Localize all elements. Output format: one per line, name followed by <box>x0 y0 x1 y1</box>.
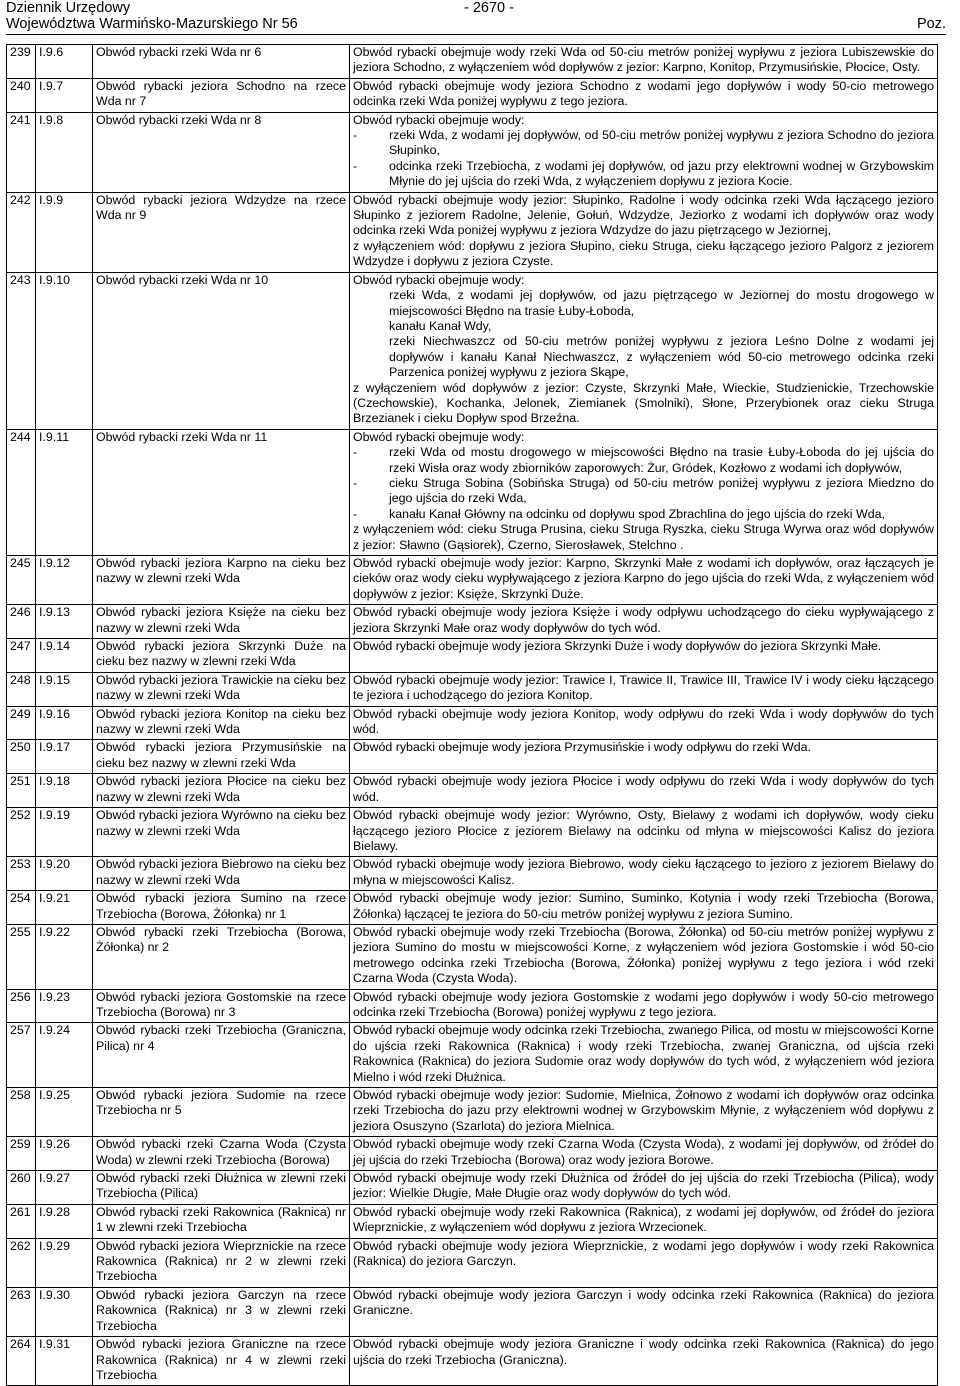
district-name: Obwód rybacki jeziora Wdzydze na rzece Wda nr 9 <box>93 192 350 272</box>
row-number: 260 <box>7 1171 36 1205</box>
district-description <box>350 857 938 891</box>
row-number: 248 <box>7 672 36 706</box>
table-row <box>7 740 938 774</box>
row-number: 244 <box>7 429 36 555</box>
district-description <box>350 1023 938 1088</box>
description-text: Obwód rybacki obejmuje wody jezior: Sudomie, Mielnica, Żołnowo z wodami ich dopływów oraz odcinka rzeki Trzebiocha do jazu przy elektrowni wodnej w Grzybowskim Młynie, z wyłączeniem wód dopływu z jeziora Osuszyno (Szarlota) do jeziora Mielnica. <box>353 1088 934 1133</box>
description-text: Obwód rybacki obejmuje wody jeziora Księże i wody odpływu uchodzącego do cieku wypływającego z jeziora Skrzynki Małe oraz wody dopływów do tych wód. <box>353 605 934 635</box>
description-text: Obwód rybacki obejmuje wody jezior: Trawice I, Trawice II, Trawice III, Trawice IV i wody cieku łączącego te jeziora i uchodzącego do jeziora Konitop. <box>353 672 934 703</box>
district-symbol: I.9.17 <box>36 740 93 774</box>
district-name: Obwód rybacki jeziora Gostomskie na rzece Trzebiocha (Borowa) nr 3 <box>93 989 350 1023</box>
district-symbol: I.9.9 <box>36 192 93 272</box>
district-name: Obwód rybacki rzeki Wda nr 10 <box>93 272 350 429</box>
row-number: 255 <box>7 924 36 989</box>
district-symbol: I.9.25 <box>36 1088 93 1137</box>
district-description <box>350 672 938 706</box>
district-name: Obwód rybacki jeziora Biebrowo na cieku bez nazwy w zlewni rzeki Wda <box>93 857 350 891</box>
district-symbol: I.9.13 <box>36 605 93 639</box>
description-text: Obwód rybacki obejmuje wody jezior: Słupinko, Radolne i wody odcinka rzeki Wda łączącego jezioro Słupinko z jeziorem Radolne, Jelenie, Gołuń, Wdzydze, Jeziorko z wodami ich dopływów oraz wody odcinka rzeki Wda poniżej wypływu z jeziora Wdzydze do jazu piętrzącego w Jeziornej, <box>353 192 934 238</box>
district-description <box>350 808 938 857</box>
description-text: Obwód rybacki obejmuje wody jeziora Konitop, wody odpływu do rzeki Wda i wody dopływów do tych wód. <box>353 706 934 737</box>
district-symbol: I.9.14 <box>36 639 93 673</box>
dash-bullet: - <box>353 506 358 521</box>
district-description <box>350 192 938 272</box>
district-symbol: I.9.18 <box>36 774 93 808</box>
district-symbol: I.9.27 <box>36 1171 93 1205</box>
district-symbol: I.9.24 <box>36 1023 93 1088</box>
district-description <box>350 774 938 808</box>
table-row <box>7 891 938 925</box>
description-indented-text: kanału Kanał Wdy, <box>389 318 492 333</box>
table-row <box>7 1171 938 1205</box>
district-name: Obwód rybacki rzeki Wda nr 11 <box>93 429 350 555</box>
district-symbol: I.9.28 <box>36 1204 93 1238</box>
district-name: Obwód rybacki rzeki Trzebiocha (Graniczna, Pilica) nr 4 <box>93 1023 350 1088</box>
description-list-text: cieku Struga Sobina (Sobińska Struga) od 50-ciu metrów poniżej wypływu z jeziora Miedzno do jego ujścia do rzeki Wda, <box>389 475 934 506</box>
table-row <box>7 78 938 112</box>
table-row <box>7 1238 938 1287</box>
district-description <box>350 740 938 774</box>
row-number: 243 <box>7 272 36 429</box>
description-text: Obwód rybacki obejmuje wody rzeki Wda od 50-ciu metrów poniżej wypływu z jeziora Lubiszewskie do jeziora Schodno, z wyłączeniem wód dopływów z jezior: Karpno, Konitop, Przymusińskie, Płocice, Osty. <box>353 45 934 75</box>
district-description <box>350 429 938 555</box>
row-number: 263 <box>7 1287 36 1336</box>
row-number: 261 <box>7 1204 36 1238</box>
district-name: Obwód rybacki rzeki Wda nr 6 <box>93 45 350 79</box>
row-number: 258 <box>7 1088 36 1137</box>
district-description <box>350 639 938 673</box>
table-row <box>7 272 938 429</box>
table-row <box>7 989 938 1023</box>
description-text: Obwód rybacki obejmuje wody jeziora Schodno z wodami jego dopływów i wody 50-cio metrowego odcinka rzeki Wda poniżej wypływu z tego jeziora. <box>353 78 934 109</box>
row-number: 256 <box>7 989 36 1023</box>
district-name: Obwód rybacki rzeki Trzebiocha (Borowa, Żółonka) nr 2 <box>93 924 350 989</box>
district-symbol: I.9.16 <box>36 706 93 740</box>
row-number: 257 <box>7 1023 36 1088</box>
description-list-text: kanału Kanał Główny na odcinku od dopływu spod Zbrachlina do jego ujścia do rzeki Wda, <box>389 506 885 521</box>
description-text: z wyłączeniem wód: cieku Struga Prusina, cieku Struga Ryszka, cieku Struga Wyrwa oraz wód dopływów z jezior: Sławno (Gąsiorek), Czerno, Sierosławek, Stelchno . <box>353 522 934 552</box>
district-symbol: I.9.23 <box>36 989 93 1023</box>
dash-bullet: - <box>353 158 358 173</box>
district-symbol: I.9.30 <box>36 1287 93 1336</box>
district-description <box>350 1204 938 1238</box>
district-description <box>350 924 938 989</box>
row-number: 240 <box>7 78 36 112</box>
district-description <box>350 891 938 925</box>
district-symbol: I.9.15 <box>36 672 93 706</box>
row-number: 262 <box>7 1238 36 1287</box>
table-row <box>7 706 938 740</box>
district-name: Obwód rybacki jeziora Wieprznickie na rzece Rakownica (Raknica) nr 2 w zlewni rzeki Trzebiocha <box>93 1238 350 1287</box>
table-row <box>7 857 938 891</box>
description-list-text: rzeki Wda, z wodami jej dopływów, od 50-ciu metrów poniżej wypływu z jeziora Schodno do jeziora Słupinko, <box>389 128 934 158</box>
row-number: 242 <box>7 192 36 272</box>
district-name: Obwód rybacki jeziora Graniczne na rzece Rakownica (Raknica) nr 4 w zlewni rzeki Trzebiocha <box>93 1337 350 1386</box>
dash-bullet: - <box>353 475 358 490</box>
district-symbol: I.9.22 <box>36 924 93 989</box>
district-name: Obwód rybacki jeziora Trawickie na cieku bez nazwy w zlewni rzeki Wda <box>93 672 350 706</box>
district-symbol: I.9.7 <box>36 78 93 112</box>
table-row <box>7 45 938 79</box>
district-name: Obwód rybacki jeziora Przymusińskie na cieku bez nazwy w zlewni rzeki Wda <box>93 740 350 774</box>
district-name: Obwód rybacki jeziora Garczyn na rzece Rakownica (Raknica) nr 3 w zlewni rzeki Trzebiocha <box>93 1287 350 1336</box>
table-row <box>7 1088 938 1137</box>
description-indented-text: rzeki Niechwaszcz od 50-ciu metrów poniżej wypływu z jeziora Leśno Dolne z wodami jej dopływów i kanału Kanał Niechwaszcz, z wyłączeniem wód 50-cio metrowego odcinka rzeki Parzenica poniżej wypływu z jeziora Skąpe, <box>389 334 934 380</box>
description-text: Obwód rybacki obejmuje wody rzeki Trzebiocha (Borowa, Żółonka) od 50-ciu metrów poniżej wypływu z jeziora Sumino do mostu w miejscowości Korne, z wyłączeniem wód jeziora Gostomskie i wód 50-cio metrowego odcinka rzeki Trzebiocha (Borowa, Żółonka) poniżej wypływu z tego jeziora i wód rzeki Czarna Woda (Czysta Woda). <box>353 924 934 986</box>
row-number: 247 <box>7 639 36 673</box>
description-text: Obwód rybacki obejmuje wody jeziora Skrzynki Duże i wody dopływów do jeziora Skrzynki Małe. <box>353 639 882 654</box>
district-name: Obwód rybacki rzeki Czarna Woda (Czysta Woda) w zlewni rzeki Trzebiocha (Borowa) <box>93 1137 350 1171</box>
description-text: Obwód rybacki obejmuje wody rzeki Czarna Woda (Czysta Woda), z wodami jej dopływów, od źródeł do jej ujścia do rzeki Trzebiocha (Borowa) oraz wody jeziora Borowe. <box>353 1137 934 1167</box>
district-symbol: I.9.29 <box>36 1238 93 1287</box>
fishing-districts-table <box>6 44 938 1386</box>
description-text: Obwód rybacki obejmuje wody jeziora Wieprznickie, z wodami jego dopływów i wody rzeki Rakownica (Raknica) do jeziora Garczyn. <box>353 1238 934 1269</box>
page-header <box>6 0 946 35</box>
table-row <box>7 429 938 555</box>
table-row <box>7 1023 938 1088</box>
district-symbol: I.9.21 <box>36 891 93 925</box>
district-description <box>350 1171 938 1205</box>
dash-bullet: - <box>353 128 358 143</box>
district-name: Obwód rybacki jeziora Skrzynki Duże na cieku bez nazwy w zlewni rzeki Wda <box>93 639 350 673</box>
dash-bullet: - <box>353 445 358 460</box>
district-description <box>350 1337 938 1386</box>
journal-title: Dziennik Urzędowy Województwa Warmińsko-Mazurskiego Nr 56 <box>6 0 298 32</box>
table-row <box>7 1287 938 1336</box>
row-number: 264 <box>7 1337 36 1386</box>
description-text: z wyłączeniem wód: dopływu z jeziora Słupino, cieku Struga, cieku łączącego jezioro Palgorz z jeziorem Wdzydze i dopływu z jeziora Czyste. <box>353 238 934 269</box>
row-number: 245 <box>7 556 36 605</box>
district-name: Obwód rybacki jeziora Sudomie na rzece Trzebiocha nr 5 <box>93 1088 350 1137</box>
description-text: Obwód rybacki obejmuje wody rzeki Dłużnica od źródeł do jej ujścia do rzeki Trzebiocha (Pilica), wody jezior: Wielkie Długie, Małe Długie oraz wody dopływów do tych wód. <box>353 1171 934 1201</box>
district-description <box>350 1088 938 1137</box>
district-description <box>350 989 938 1023</box>
district-name: Obwód rybacki jeziora Wyrówno na cieku bez nazwy w zlewni rzeki Wda <box>93 808 350 857</box>
description-list-item <box>353 507 934 522</box>
table-row <box>7 774 938 808</box>
table-row <box>7 672 938 706</box>
description-list-text: odcinka rzeki Trzebiocha, z wodami jej dopływów, od jazu przy elektrowni wodnej w Grzybowskim Młynie do jej ujścia do rzeki Wda, z wyłączeniem dopływu z jeziora Kocie. <box>389 158 934 189</box>
row-number: 246 <box>7 605 36 639</box>
row-number: 239 <box>7 45 36 79</box>
description-list-item <box>353 445 934 476</box>
description-list-item <box>353 476 934 507</box>
description-text: Obwód rybacki obejmuje wody: <box>353 272 525 287</box>
district-name: Obwód rybacki jeziora Konitop na cieku bez nazwy w zlewni rzeki Wda <box>93 706 350 740</box>
description-text: z wyłączeniem wód dopływów z jezior: Czyste, Skrzynki Małe, Wieckie, Studzienickie, Trzechowskie (Czechowskie), Kochanka, Jelonek, Ziemianek (Smolniki), Słone, Przerybionek oraz cieku Struga Brzezianek i cieku Dopływ spod Brzeźna. <box>353 380 934 426</box>
table-row <box>7 112 938 192</box>
district-name: Obwód rybacki jeziora Płocice na cieku bez nazwy w zlewni rzeki Wda <box>93 774 350 808</box>
row-number: 241 <box>7 112 36 192</box>
description-text: Obwód rybacki obejmuje wody jeziora Gostomskie z wodami jego dopływów i wody 50-cio metrowego odcinka rzeki Trzebiocha (Borowa) poniżej wypływu z tego jeziora. <box>353 989 934 1019</box>
table-row <box>7 639 938 673</box>
district-symbol: I.9.6 <box>36 45 93 79</box>
description-list-item <box>353 128 934 159</box>
district-name: Obwód rybacki rzeki Rakownica (Raknica) nr 1 w zlewni rzeki Trzebiocha <box>93 1204 350 1238</box>
description-text: Obwód rybacki obejmuje wody jeziora Płocice i wody odpływu do rzeki Wda i wody dopływów do tych wód. <box>353 774 934 804</box>
row-number: 249 <box>7 706 36 740</box>
district-symbol: I.9.8 <box>36 112 93 192</box>
row-number: 251 <box>7 774 36 808</box>
description-text: Obwód rybacki obejmuje wody jezior: Wyrówno, Osty, Bielawy z wodami ich dopływów, wody cieku łączącego jezioro Płocice z jeziorem Bielawy na odcinku od młyna w miejscowości Kalisz do jeziora Bielawy. <box>353 808 934 853</box>
district-name: Obwód rybacki jeziora Karpno na cieku bez nazwy w zlewni rzeki Wda <box>93 556 350 605</box>
description-indented-text: rzeki Wda, z wodami jej dopływów, od jazu piętrzącego w Jeziornej do mostu drogowego w miejscowości Błędno na trasie Łuby-Łoboda, <box>389 288 934 318</box>
table-row <box>7 1337 938 1386</box>
row-number: 254 <box>7 891 36 925</box>
description-text: Obwód rybacki obejmuje wody jeziora Garczyn i wody odcinka rzeki Rakownica (Raknica) do jeziora Graniczne. <box>353 1287 934 1318</box>
district-name: Obwód rybacki rzeki Wda nr 8 <box>93 112 350 192</box>
description-text: Obwód rybacki obejmuje wody jeziora Przymusińskie i wody odpływu do rzeki Wda. <box>353 740 811 755</box>
row-number: 250 <box>7 740 36 774</box>
district-description <box>350 605 938 639</box>
district-name: Obwód rybacki jeziora Schodno na rzece Wda nr 7 <box>93 78 350 112</box>
district-description <box>350 1287 938 1336</box>
page-number: - 2670 - <box>464 0 514 16</box>
district-name: Obwód rybacki rzeki Dłużnica w zlewni rzeki Trzebiocha (Pilica) <box>93 1171 350 1205</box>
description-text: Obwód rybacki obejmuje wody jezior: Karpno, Skrzynki Małe z wodami ich dopływów, oraz łączących je cieków oraz wody cieku wypływającego z jeziora Karpno do jego ujścia do rzeki Wda, z wyłączeniem wód dopływów z jezior: Księże, Skrzynki Duże. <box>353 556 934 601</box>
district-description <box>350 272 938 429</box>
district-description <box>350 706 938 740</box>
district-symbol: I.9.19 <box>36 808 93 857</box>
description-text: Obwód rybacki obejmuje wody jeziora Biebrowo, wody cieku łączącego to jezioro z jeziorem Bielawy do młyna w miejscowości Kalisz. <box>353 857 934 887</box>
district-symbol: I.9.26 <box>36 1137 93 1171</box>
district-description <box>350 556 938 605</box>
table-row <box>7 924 938 989</box>
table-row <box>7 556 938 605</box>
table-row <box>7 605 938 639</box>
table-row <box>7 192 938 272</box>
district-description <box>350 1238 938 1287</box>
district-symbol: I.9.12 <box>36 556 93 605</box>
table-row <box>7 1137 938 1171</box>
description-text: Obwód rybacki obejmuje wody odcinka rzeki Trzebiocha, zwanego Pilica, od mostu w miejscowości Korne do ujścia rzeki Rakownica (Raknica) i wody rzeki Trzebiocha, zwanej Graniczna, od ujścia rzeki Rakownica (Raknica) do jeziora Sudomie oraz wody dopływów do tych wód, z wyłączeniem wód jeziora Mielno i wód rzeki Dłużnica. <box>353 1023 934 1084</box>
description-text: Obwód rybacki obejmuje wody: <box>353 429 525 444</box>
table-row <box>7 1204 938 1238</box>
district-name: Obwód rybacki jeziora Księże na cieku bez nazwy w zlewni rzeki Wda <box>93 605 350 639</box>
table-row <box>7 808 938 857</box>
district-symbol: I.9.20 <box>36 857 93 891</box>
description-list-item <box>353 159 934 190</box>
item-label: Poz. <box>916 16 946 32</box>
row-number: 252 <box>7 808 36 857</box>
district-description <box>350 1137 938 1171</box>
description-text: Obwód rybacki obejmuje wody rzeki Rakownica (Raknica), z wodami jej dopływów, od źródeł do jeziora Wieprznickie, z wyłączeniem wód dopływu z jeziora Wrzecionek. <box>353 1204 934 1235</box>
description-text: Obwód rybacki obejmuje wody jezior: Sumino, Suminko, Kotynia i wody rzeki Trzebiocha (Borowa, Żółonka) łączącej te jeziora do 50-ciu metrów poniżej wypływu z jeziora Sumino. <box>353 891 934 921</box>
row-number: 253 <box>7 857 36 891</box>
district-description <box>350 45 938 79</box>
district-symbol: I.9.10 <box>36 272 93 429</box>
district-symbol: I.9.11 <box>36 429 93 555</box>
row-number: 259 <box>7 1137 36 1171</box>
description-text: Obwód rybacki obejmuje wody: <box>353 112 525 127</box>
district-description <box>350 78 938 112</box>
district-symbol: I.9.31 <box>36 1337 93 1386</box>
district-name: Obwód rybacki jeziora Sumino na rzece Trzebiocha (Borowa, Żółonka) nr 1 <box>93 891 350 925</box>
description-list-text: rzeki Wda od mostu drogowego w miejscowości Błędno na trasie Łuby-Łoboda do jej ujścia do rzeki Wisła oraz wody zbiorników zaporowych: Żur, Gródek, Kozłowo z wodami ich dopływów, <box>389 445 934 475</box>
description-text: Obwód rybacki obejmuje wody jeziora Graniczne i wody odcinka rzeki Rakownica (Raknica) do jego ujścia do rzeki Trzebiocha (Graniczna). <box>353 1337 934 1367</box>
district-description <box>350 112 938 192</box>
